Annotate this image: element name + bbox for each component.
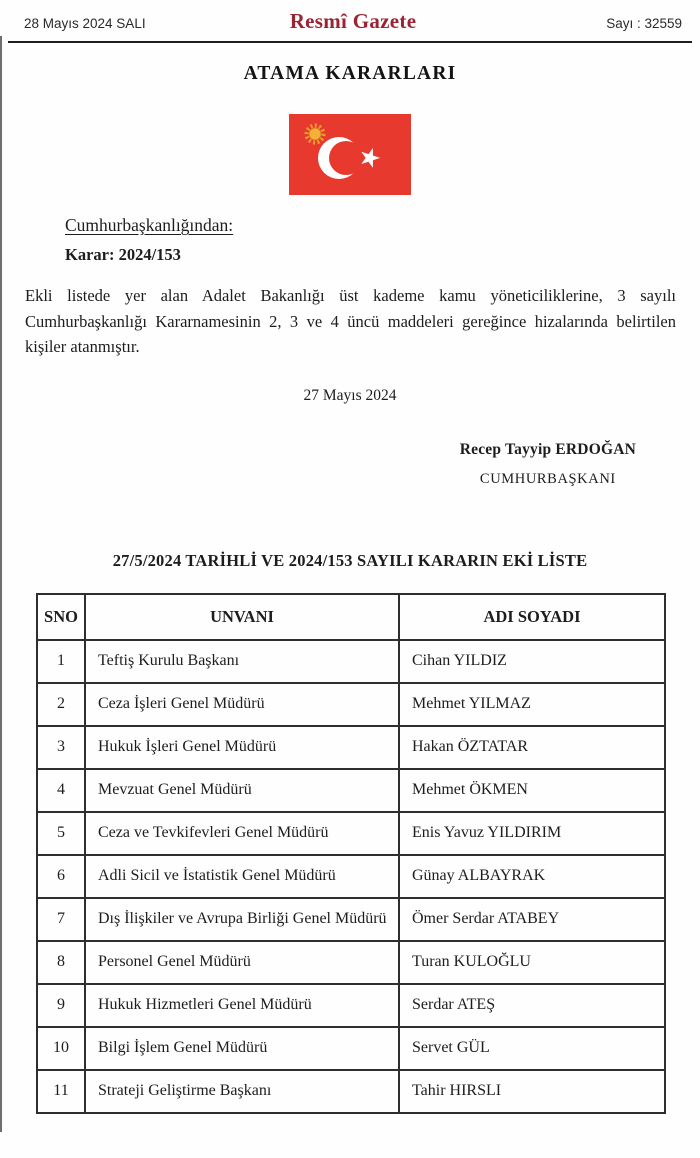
cell-title: Dış İlişkiler ve Avrupa Birliği Genel Müdürü [85,898,399,941]
cell-name: Serdar ATEŞ [399,984,665,1027]
table-row [37,1027,665,1070]
annex-list-title: 27/5/2024 TARİHLİ VE 2024/153 SAYILI KARARIN EKİ LİSTE [112,550,588,570]
table-row [37,855,665,898]
turkish-flag-image [0,114,700,195]
gazette-issue-number: Sayı : 32559 [606,16,683,31]
decree-body [25,283,676,360]
cell-title: Bilgi İşlem Genel Müdürü [85,1027,399,1070]
cell-title: Mevzuat Genel Müdürü [85,769,399,812]
cell-name: Turan KULOĞLU [399,941,665,984]
cell-sno: 1 [37,640,85,683]
cell-name: Enis Yavuz YILDIRIM [399,812,665,855]
cell-sno: 11 [37,1070,85,1113]
gazette-date: 28 Mayıs 2024 SALI [24,16,146,31]
decree-body-line: Cumhurbaşkanlığı Kararnamesinin 2, 3 ve 4 üncü maddeleri gereğince hizalarında belirtilen [25,311,676,331]
decision-number: Karar: 2024/153 [65,245,181,264]
table-row [37,941,665,984]
issuing-authority: Cumhurbaşkanlığından: [65,215,234,235]
cell-name: Servet GÜL [399,1027,665,1070]
gazette-header [0,0,700,34]
cell-sno: 8 [37,941,85,984]
decree-body-line: kişiler atanmıştır. [25,337,140,356]
cell-sno: 7 [37,898,85,941]
cell-sno: 10 [37,1027,85,1070]
signature-name: Recep Tayyip ERDOĞAN [459,440,636,458]
column-header-adi-soyadi: ADI SOYADI [399,594,665,640]
cell-name: Mehmet YILMAZ [399,683,665,726]
table-row [37,898,665,941]
cell-sno: 2 [37,683,85,726]
page-title: ATAMA KARARLARI [243,63,457,84]
table-row [37,1070,665,1113]
table-row [37,984,665,1027]
decree-date: 27 Mayıs 2024 [303,386,397,404]
table-row [37,726,665,769]
cell-title: Ceza İşleri Genel Müdürü [85,683,399,726]
cell-title: Personel Genel Müdürü [85,941,399,984]
cell-sno: 9 [37,984,85,1027]
column-header-unvani: UNVANI [85,594,399,640]
cell-title: Ceza ve Tevkifevleri Genel Müdürü [85,812,399,855]
cell-name: Ömer Serdar ATABEY [399,898,665,941]
scan-artifact-left-edge [0,36,2,1132]
cell-title: Strateji Geliştirme Başkanı [85,1070,399,1113]
table-row [37,769,665,812]
table-row [37,640,665,683]
cell-sno: 4 [37,769,85,812]
cell-name: Tahir HIRSLI [399,1070,665,1113]
cell-name: Günay ALBAYRAK [399,855,665,898]
gazette-masthead: Resmî Gazete [289,9,417,33]
decree-body-line: Ekli listede yer alan Adalet Bakanlığı üst kademe kamu yöneticiliklerine, 3 sayılı [25,286,676,305]
cell-sno: 3 [37,726,85,769]
cell-title: Teftiş Kurulu Başkanı [85,640,399,683]
cell-sno: 6 [37,855,85,898]
cell-name: Cihan YILDIZ [399,640,665,683]
table-body [37,640,665,1113]
cell-name: Mehmet ÖKMEN [399,769,665,812]
cell-title: Hukuk Hizmetleri Genel Müdürü [85,984,399,1027]
signature-title: CUMHURBAŞKANI [479,470,616,487]
cell-title: Adli Sicil ve İstatistik Genel Müdürü [85,855,399,898]
table-header [37,594,665,640]
cell-sno: 5 [37,812,85,855]
cell-name: Hakan ÖZTATAR [399,726,665,769]
cell-title: Hukuk İşleri Genel Müdürü [85,726,399,769]
flag-icon [289,114,411,195]
column-header-sno: SNO [37,594,85,640]
signature-block [460,441,636,488]
appointments-table [36,593,666,1114]
header-divider [8,41,692,43]
table-row [37,812,665,855]
table-row [37,683,665,726]
